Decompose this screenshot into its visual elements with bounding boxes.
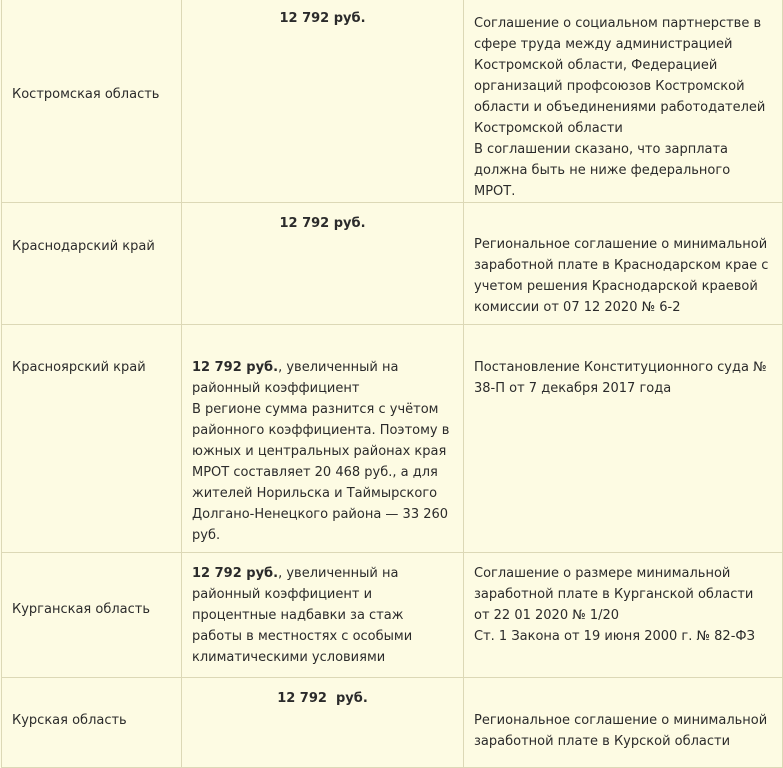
amount-value: 12 792 руб. (279, 216, 366, 231)
table-row (2, 203, 783, 325)
amount-value: 12 792 руб. (192, 360, 279, 375)
amount-value: 12 792 руб. (192, 566, 279, 581)
document-text: Соглашение о размере минимальной заработной плате в Курганской области от 22 01 2020 № 1/20 (474, 566, 754, 623)
region-cell (2, 678, 182, 768)
region-name: Краснодарский край (12, 239, 155, 254)
document-text: Региональное соглашение о минимальной заработной плате в Краснодарском крае с учетом решения Краснодарской краевой комиссии от 07 12 2020 № 6-2 (474, 237, 769, 315)
document-text: Соглашение о социальном партнерстве в сфере труда между администрацией Костромской области, Федерацией организаций профсоюзов Костромской области и объединениями работодателей Костромской области (474, 16, 766, 136)
amount-cell (182, 678, 464, 768)
amount-cell (182, 203, 464, 325)
table-row (2, 678, 783, 768)
document-cell (464, 203, 783, 325)
amount-note: , увеличенный на районный коэффициент (192, 360, 399, 396)
region-name: Костромская область (12, 86, 160, 102)
document-text: Ст. 1 Закона от 19 июня 2000 г. № 82-ФЗ (474, 629, 755, 644)
table-row (2, 325, 783, 553)
document-cell (464, 678, 783, 768)
document-cell (464, 325, 783, 553)
amount-cell (182, 0, 464, 203)
table-row (2, 0, 783, 203)
region-cell (2, 203, 182, 325)
region-name: Курганская область (12, 601, 151, 617)
document-cell (464, 0, 783, 203)
region-cell (2, 325, 182, 553)
document-text: В соглашении сказано, что зарплата должна быть не ниже федерального МРОТ. (474, 142, 731, 199)
region-cell (2, 0, 182, 203)
amount-note: , увеличенный на районный коэффициент и процентные надбавки за стаж работы в местностях с особыми климатическими условиями (192, 566, 413, 665)
mrot-table (1, 0, 783, 768)
amount-cell (182, 553, 464, 678)
region-cell (2, 553, 182, 678)
amount-value: 12 792 руб. (277, 691, 368, 706)
amount-details: В регионе сумма разнится с учётом районного коэффициента. Поэтому в южных и центральных районах края МРОТ составляет 20 468 руб., а для жителей Норильска и Таймырского Долгано-Ненецкого района — 33 260 руб. (192, 402, 450, 543)
document-text: Региональное соглашение о минимальной заработной плате в Курской области (474, 713, 768, 749)
amount-value: 12 792 руб. (279, 11, 366, 26)
region-name: Красноярский край (12, 360, 146, 375)
document-cell (464, 553, 783, 678)
region-name: Курская область (12, 713, 127, 728)
table-row (2, 553, 783, 678)
amount-cell (182, 325, 464, 553)
document-text: Постановление Конституционного суда № 38-П от 7 декабря 2017 года (474, 360, 767, 396)
